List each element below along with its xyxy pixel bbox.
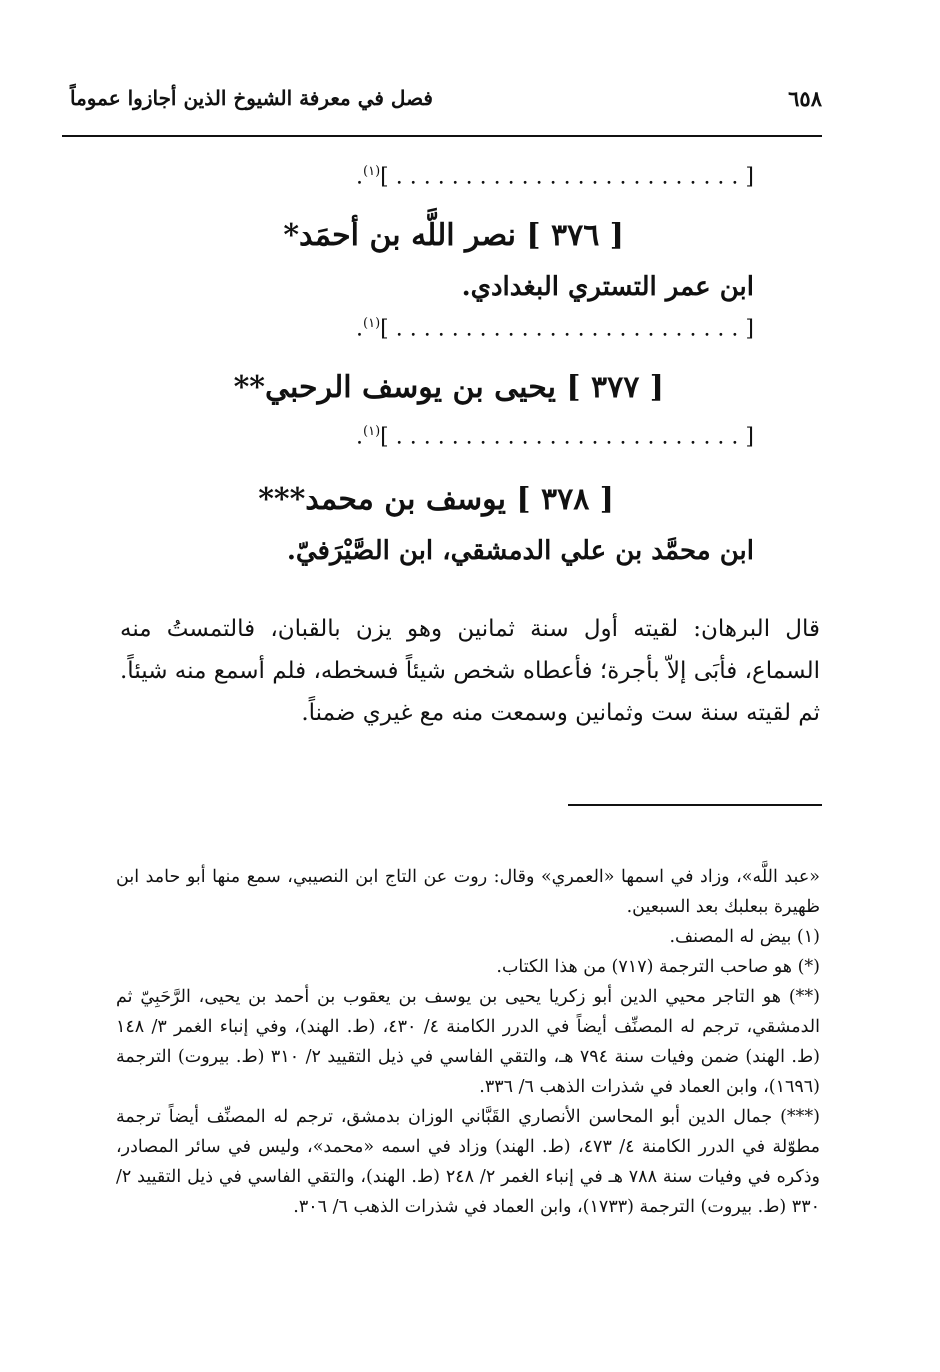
header-rule bbox=[62, 135, 822, 137]
entry-title-378: [ ٣٧٨ ] يوسف بن محمد*** bbox=[258, 482, 614, 517]
footnote-ref: (١) bbox=[363, 164, 381, 179]
page-number: ٦٥٨ bbox=[788, 86, 822, 111]
entry-subtitle-378: ابن محمَّد بن علي الدمشقي، ابن الصَّيْرَفيّ. bbox=[286, 536, 754, 566]
footnote-continuation: «عبد اللَّه»، وزاد في اسمها «العمري» وقال: روت عن التاج ابن النصيبي، سمع منها أبو حامد ابن ظهيرة ببعلبك بعد السبعين. bbox=[116, 867, 820, 917]
entry-subtitle-376: ابن عمر التستري البغدادي. bbox=[461, 272, 754, 302]
footnote-star: (*) هو صاحب الترجمة (٧١٧) من هذا الكتاب. bbox=[496, 957, 820, 977]
footnote-ref: (١) bbox=[363, 316, 381, 331]
footnotes bbox=[116, 862, 820, 1222]
lacuna-dots: [ . . . . . . . . . . . . . . . . . . . . . . . . . ] bbox=[380, 424, 754, 450]
body-paragraph bbox=[120, 608, 820, 734]
lacuna-dots: [ . . . . . . . . . . . . . . . . . . . . . . . . . ] bbox=[380, 316, 754, 342]
lacuna-line: [ . . . . . . . . . . . . . . . . . . . . . . . . . ]$^{(١)}$. bbox=[356, 424, 754, 450]
running-title: فصل في معرفة الشيوخ الذين أجازوا عموماً bbox=[70, 86, 433, 110]
lacuna-line: [ . . . . . . . . . . . . . . . . . . . . . . . . . ]$^{(١)}$. bbox=[356, 316, 754, 342]
lacuna-line: [ . . . . . . . . . . . . . . . . . . . . . . . . . ]$^{(١)}$. bbox=[356, 164, 754, 190]
footnote-1: (١) بيض له المصنف. bbox=[669, 927, 820, 947]
footnote-2star: (**) هو التاجر محيي الدين أبو زكريا يحيى بن يوسف بن يعقوب بن أحمد بن يحيى، الرَّحَبِيّ ثم الدمشقي، ترجم له المصنِّف أيضاً في الدرر الكامنة ٤/ ٤٣٠، (ط. الهند)، وفي إنباء الغمر ٣/ ١٤٨ (ط. الهند) ضمن وفيات سنة ٧٩٤ هـ، والتقي الفاسي في ذيل التقييد ٢/ ٣١٠ (ط. بيروت) الترجمة (١٦٩٦)، وابن العماد في شذرات الذهب ٦/ ٣٣٦. bbox=[116, 987, 820, 1097]
lacuna-dots: [ . . . . . . . . . . . . . . . . . . . . . . . . . ] bbox=[380, 164, 754, 190]
footnote-ref: (١) bbox=[363, 424, 381, 439]
footnote-3star: (***) جمال الدين أبو المحاسن الأنصاري القَبَّاني الوزان بدمشق، ترجم له المصنِّف أيضاً ترجمة مطوّلة في الدرر الكامنة ٤/ ٤٧٣، (ط. الهند) وزاد في اسمه «محمد»، وليس في سائر المصادر، وذكره في وفيات سنة ٧٨٨ هـ في إنباء الغمر ٢/ ٢٤٨ (ط. الهند)، والتقي الفاسي في ذيل التقييد ٢/ ٣٣٠ (ط. بيروت) الترجمة (١٧٣٣)، وابن العماد في شذرات الذهب ٦/ ٣٠٦. bbox=[116, 1107, 820, 1217]
entry-title-377: [ ٣٧٧ ] يحيى بن يوسف الرحبي** bbox=[233, 370, 664, 405]
body-text: قال البرهان: لقيته أول سنة ثمانين وهو يزن بالقبان، فالتمستُ منه السماع، فأبَى إلاّ بأجرة؛ فأعطاه شخص شيئاً فسخطه، فلم أسمع منه شيئاً. ثم لقيته سنة ست وثمانين وسمعت منه مع غيري ضمناً. bbox=[120, 616, 820, 726]
entry-title-376: [ ٣٧٦ ] نصر اللَّه بن أحمَد* bbox=[283, 218, 624, 253]
footnote-separator bbox=[568, 804, 822, 806]
